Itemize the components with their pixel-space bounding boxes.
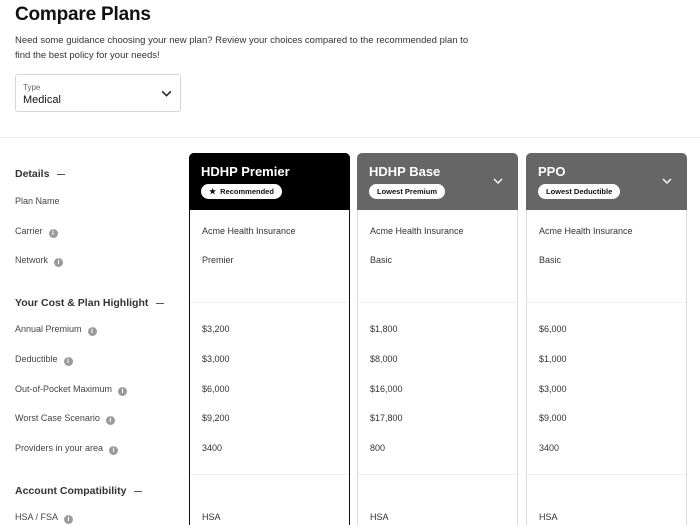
info-icon[interactable]: i	[106, 416, 115, 425]
page-description: Need some guidance choosing your new plan? Review your choices compared to the recommended plan to find the best policy for your needs!	[15, 35, 469, 61]
section-details	[15, 168, 65, 180]
row-label-text: Worst Case Scenario	[15, 413, 100, 423]
cell-oop-max: $6,000	[202, 384, 230, 394]
row-label-plan-name: Plan Name	[15, 196, 60, 206]
cell-network: Premier	[202, 255, 234, 265]
plan-column-ppo	[526, 153, 687, 525]
divider	[190, 302, 349, 303]
plan-badge: Lowest Deductible	[538, 184, 620, 199]
info-icon[interactable]: i	[109, 446, 118, 455]
cell-providers: 3400	[202, 443, 223, 453]
cell-hsa-fsa: HSA	[539, 512, 558, 522]
type-select-label: Type	[23, 83, 41, 92]
type-select-value: Medical	[23, 94, 61, 106]
row-label-hsa-fsa	[15, 512, 73, 524]
minus-icon[interactable]	[57, 174, 65, 175]
cell-oop-max: $16,000	[370, 384, 403, 394]
cell-hsa-fsa: HSA	[202, 512, 221, 522]
row-label-text: Out-of-Pocket Maximum	[15, 384, 113, 394]
info-icon[interactable]: i	[64, 357, 73, 366]
plan-badge-label: Recommended	[220, 187, 274, 196]
section-cost-title: Your Cost & Plan Highlight	[15, 297, 149, 309]
row-label-text: Annual Premium	[15, 324, 82, 334]
cell-annual-premium: $1,800	[370, 324, 398, 334]
cell-network: Basic	[539, 255, 562, 265]
row-label-deductible	[15, 354, 73, 366]
divider	[358, 302, 517, 303]
cell-oop-max: $3,000	[539, 384, 567, 394]
row-label-oop-max	[15, 384, 127, 396]
plan-name: HDHP Base	[369, 164, 441, 179]
info-icon[interactable]: i	[88, 327, 97, 336]
cell-annual-premium: $6,000	[539, 324, 567, 334]
chevron-down-icon[interactable]	[661, 175, 673, 187]
plan-column-hdhp-base	[357, 153, 518, 525]
cell-providers: 800	[370, 443, 386, 453]
row-label-text: HSA / FSA	[15, 512, 59, 522]
page-title: Compare Plans	[15, 4, 151, 25]
row-label-worst-case	[15, 413, 115, 425]
divider	[190, 474, 349, 475]
info-icon[interactable]: i	[64, 515, 73, 524]
plan-badge	[201, 184, 282, 199]
row-label-text: Providers in your area	[15, 443, 104, 453]
minus-icon[interactable]	[134, 491, 142, 492]
divider	[0, 137, 700, 138]
divider	[527, 302, 686, 303]
cell-carrier: Acme Health Insurance	[539, 226, 633, 236]
section-account-title: Account Compatibility	[15, 485, 127, 497]
plan-header	[189, 153, 350, 210]
cell-deductible: $3,000	[202, 354, 230, 364]
cell-worst-case: $9,000	[539, 413, 567, 423]
row-label-annual-premium	[15, 324, 97, 336]
divider	[527, 474, 686, 475]
row-label-carrier	[15, 226, 58, 238]
section-cost	[15, 297, 164, 309]
chevron-down-icon	[160, 87, 173, 100]
minus-icon[interactable]	[156, 303, 164, 304]
plan-badge: Lowest Premium	[369, 184, 445, 199]
row-label-providers	[15, 443, 118, 455]
info-icon[interactable]: i	[54, 258, 63, 267]
cell-hsa-fsa: HSA	[370, 512, 389, 522]
cell-providers: 3400	[539, 443, 560, 453]
plan-name: PPO	[538, 164, 566, 179]
info-icon[interactable]: i	[49, 229, 58, 238]
divider	[358, 474, 517, 475]
info-icon[interactable]: i	[118, 387, 127, 396]
row-label-text: Deductible	[15, 354, 58, 364]
cell-carrier: Acme Health Insurance	[370, 226, 464, 236]
cell-deductible: $8,000	[370, 354, 398, 364]
cell-annual-premium: $3,200	[202, 324, 230, 334]
type-select[interactable]	[15, 74, 181, 112]
cell-worst-case: $9,200	[202, 413, 230, 423]
star-icon: ★	[209, 187, 217, 196]
row-label-text: Network	[15, 255, 49, 265]
plan-header	[526, 153, 687, 210]
row-label-text: Carrier	[15, 226, 43, 236]
plan-header	[357, 153, 518, 210]
row-label-network	[15, 255, 63, 267]
cell-carrier: Acme Health Insurance	[202, 226, 296, 236]
chevron-down-icon[interactable]	[492, 175, 504, 187]
plan-name: HDHP Premier	[201, 164, 290, 179]
section-account	[15, 485, 142, 497]
cell-worst-case: $17,800	[370, 413, 403, 423]
section-details-title: Details	[15, 168, 50, 180]
cell-deductible: $1,000	[539, 354, 567, 364]
cell-network: Basic	[370, 255, 393, 265]
plan-column-hdhp-premier	[189, 153, 350, 525]
